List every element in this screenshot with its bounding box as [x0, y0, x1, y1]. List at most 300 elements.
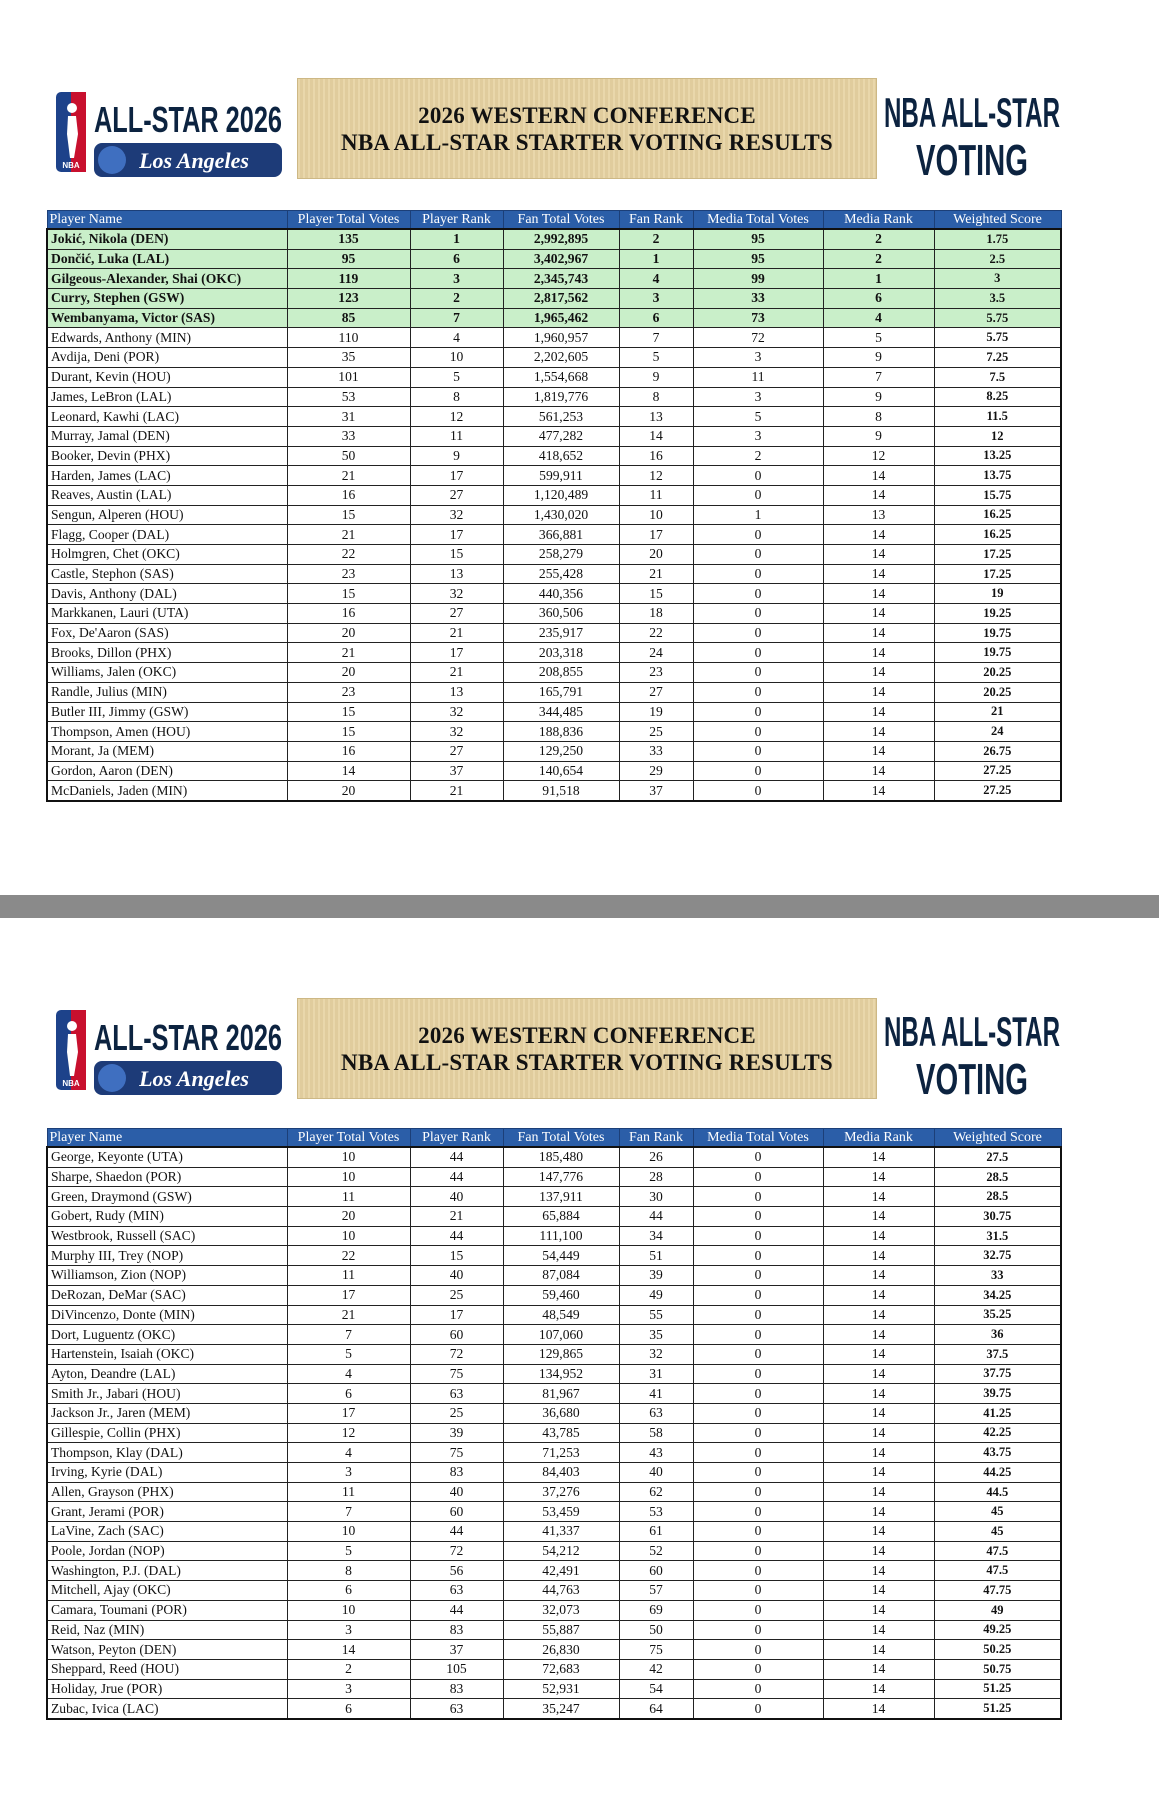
cell-weighted-score: 11.5 — [934, 407, 1061, 427]
cell-weighted-score: 16.25 — [934, 525, 1061, 545]
cell-media-rank: 14 — [823, 1226, 934, 1246]
cell-fan-total-votes: 44,763 — [503, 1581, 619, 1601]
cell-fan-rank: 52 — [619, 1541, 693, 1561]
cell-player-name: Allen, Grayson (PHX) — [47, 1482, 287, 1502]
cell-media-total-votes: 0 — [693, 1443, 823, 1463]
cell-fan-total-votes: 255,428 — [503, 564, 619, 584]
cell-fan-total-votes: 52,931 — [503, 1679, 619, 1699]
table-row — [47, 741, 1061, 761]
cell-fan-rank: 42 — [619, 1659, 693, 1679]
cell-player-rank: 4 — [410, 328, 503, 348]
cell-fan-rank: 69 — [619, 1600, 693, 1620]
cell-media-total-votes: 0 — [693, 1167, 823, 1187]
table-row — [47, 761, 1061, 781]
banner-line-2: NBA ALL-STAR STARTER VOTING RESULTS — [341, 129, 833, 155]
table-row — [47, 1600, 1061, 1620]
svg-text:Los Angeles: Los Angeles — [139, 148, 249, 173]
cell-player-total-votes: 15 — [287, 584, 410, 604]
all-star-2026-logo — [54, 1006, 284, 1104]
table-row — [47, 722, 1061, 742]
cell-player-name: Gobert, Rudy (MIN) — [47, 1207, 287, 1227]
cell-fan-total-votes: 165,791 — [503, 682, 619, 702]
cell-media-rank: 14 — [823, 1305, 934, 1325]
cell-player-rank: 60 — [410, 1325, 503, 1345]
cell-weighted-score: 12 — [934, 426, 1061, 446]
cell-fan-rank: 54 — [619, 1679, 693, 1699]
cell-fan-rank: 41 — [619, 1384, 693, 1404]
cell-media-rank: 14 — [823, 604, 934, 624]
cell-weighted-score: 49 — [934, 1600, 1061, 1620]
cell-fan-total-votes: 26,830 — [503, 1640, 619, 1660]
cell-player-name: Dort, Luguentz (OKC) — [47, 1325, 287, 1345]
cell-media-rank: 2 — [823, 229, 934, 249]
cell-player-name: Holmgren, Chet (OKC) — [47, 545, 287, 565]
cell-media-rank: 6 — [823, 289, 934, 309]
table-row — [47, 289, 1061, 309]
cell-fan-total-votes: 1,430,020 — [503, 505, 619, 525]
cell-media-rank: 8 — [823, 407, 934, 427]
svg-text:NBA: NBA — [62, 161, 80, 170]
cell-player-rank: 5 — [410, 367, 503, 387]
table-row — [47, 1344, 1061, 1364]
cell-player-name: Murray, Jamal (DEN) — [47, 426, 287, 446]
cell-player-rank: 17 — [410, 466, 503, 486]
cell-fan-rank: 55 — [619, 1305, 693, 1325]
cell-weighted-score: 13.25 — [934, 446, 1061, 466]
cell-fan-total-votes: 54,212 — [503, 1541, 619, 1561]
svg-text:VOTING: VOTING — [916, 136, 1028, 185]
cell-player-name: Jackson Jr., Jaren (MEM) — [47, 1403, 287, 1423]
cell-fan-total-votes: 1,819,776 — [503, 387, 619, 407]
cell-player-rank: 83 — [410, 1620, 503, 1640]
table-row — [47, 348, 1061, 368]
cell-fan-total-votes: 235,917 — [503, 623, 619, 643]
cell-fan-total-votes: 147,776 — [503, 1167, 619, 1187]
cell-player-name: Gilgeous-Alexander, Shai (OKC) — [47, 269, 287, 289]
table-row — [47, 1679, 1061, 1699]
cell-fan-total-votes: 3,402,967 — [503, 249, 619, 269]
cell-media-rank: 14 — [823, 1325, 934, 1345]
table-header-row — [47, 211, 1061, 230]
cell-player-total-votes: 14 — [287, 1640, 410, 1660]
cell-player-rank: 21 — [410, 781, 503, 801]
cell-weighted-score: 39.75 — [934, 1384, 1061, 1404]
cell-fan-total-votes: 65,884 — [503, 1207, 619, 1227]
cell-fan-total-votes: 81,967 — [503, 1384, 619, 1404]
cell-fan-total-votes: 1,120,489 — [503, 485, 619, 505]
cell-player-total-votes: 12 — [287, 1423, 410, 1443]
cell-fan-total-votes: 55,887 — [503, 1620, 619, 1640]
cell-weighted-score: 5.75 — [934, 308, 1061, 328]
cell-player-name: Jokić, Nikola (DEN) — [47, 229, 287, 249]
cell-media-rank: 14 — [823, 663, 934, 683]
cell-fan-rank: 15 — [619, 584, 693, 604]
cell-weighted-score: 28.5 — [934, 1187, 1061, 1207]
cell-fan-total-votes: 111,100 — [503, 1226, 619, 1246]
cell-weighted-score: 21 — [934, 702, 1061, 722]
cell-media-rank: 14 — [823, 545, 934, 565]
cell-media-total-votes: 0 — [693, 604, 823, 624]
cell-player-total-votes: 22 — [287, 1246, 410, 1266]
cell-player-name: Brooks, Dillon (PHX) — [47, 643, 287, 663]
cell-weighted-score: 3.5 — [934, 289, 1061, 309]
cell-media-rank: 14 — [823, 1344, 934, 1364]
col-media-total-votes: Media Total Votes — [693, 211, 823, 230]
cell-weighted-score: 19.25 — [934, 604, 1061, 624]
cell-player-total-votes: 33 — [287, 426, 410, 446]
cell-player-name: DeRozan, DeMar (SAC) — [47, 1285, 287, 1305]
cell-weighted-score: 26.75 — [934, 741, 1061, 761]
cell-weighted-score: 37.75 — [934, 1364, 1061, 1384]
cell-player-total-votes: 21 — [287, 466, 410, 486]
cell-weighted-score: 35.25 — [934, 1305, 1061, 1325]
cell-player-rank: 12 — [410, 407, 503, 427]
cell-fan-total-votes: 32,073 — [503, 1600, 619, 1620]
voting-results-table-1 — [46, 210, 1062, 802]
cell-weighted-score: 37.5 — [934, 1344, 1061, 1364]
cell-fan-total-votes: 91,518 — [503, 781, 619, 801]
cell-player-rank: 21 — [410, 663, 503, 683]
svg-text:VOTING: VOTING — [916, 1055, 1028, 1104]
cell-player-name: Grant, Jerami (POR) — [47, 1502, 287, 1522]
cell-media-total-votes: 3 — [693, 348, 823, 368]
cell-fan-total-votes: 1,554,668 — [503, 367, 619, 387]
cell-media-rank: 14 — [823, 761, 934, 781]
cell-fan-total-votes: 43,785 — [503, 1423, 619, 1443]
cell-fan-rank: 64 — [619, 1699, 693, 1719]
col-weighted-score: Weighted Score — [934, 211, 1061, 230]
cell-media-total-votes: 99 — [693, 269, 823, 289]
cell-player-rank: 44 — [410, 1226, 503, 1246]
cell-player-total-votes: 10 — [287, 1167, 410, 1187]
table-row — [47, 505, 1061, 525]
cell-player-total-votes: 135 — [287, 229, 410, 249]
cell-fan-rank: 31 — [619, 1364, 693, 1384]
cell-player-name: Davis, Anthony (DAL) — [47, 584, 287, 604]
cell-fan-rank: 75 — [619, 1640, 693, 1660]
cell-fan-total-votes: 35,247 — [503, 1699, 619, 1719]
cell-fan-rank: 35 — [619, 1325, 693, 1345]
cell-media-rank: 12 — [823, 446, 934, 466]
cell-weighted-score: 7.25 — [934, 348, 1061, 368]
table-row — [47, 702, 1061, 722]
cell-fan-total-votes: 2,817,562 — [503, 289, 619, 309]
cell-fan-total-votes: 208,855 — [503, 663, 619, 683]
cell-player-rank: 17 — [410, 525, 503, 545]
cell-fan-rank: 11 — [619, 485, 693, 505]
cell-media-rank: 14 — [823, 1699, 934, 1719]
cell-media-rank: 14 — [823, 584, 934, 604]
cell-media-rank: 2 — [823, 249, 934, 269]
cell-player-name: Wembanyama, Victor (SAS) — [47, 308, 287, 328]
cell-player-rank: 72 — [410, 1541, 503, 1561]
cell-fan-rank: 63 — [619, 1403, 693, 1423]
cell-weighted-score: 19.75 — [934, 643, 1061, 663]
cell-fan-total-votes: 84,403 — [503, 1463, 619, 1483]
cell-fan-rank: 53 — [619, 1502, 693, 1522]
col-player-name: Player Name — [47, 1129, 287, 1148]
cell-media-rank: 14 — [823, 1679, 934, 1699]
table-row — [47, 545, 1061, 565]
page-divider — [0, 895, 1159, 918]
cell-weighted-score: 2.5 — [934, 249, 1061, 269]
cell-fan-total-votes: 1,965,462 — [503, 308, 619, 328]
cell-fan-total-votes: 2,992,895 — [503, 229, 619, 249]
cell-fan-rank: 16 — [619, 446, 693, 466]
cell-media-rank: 13 — [823, 505, 934, 525]
cell-fan-total-votes: 561,253 — [503, 407, 619, 427]
table-row — [47, 1285, 1061, 1305]
cell-media-total-votes: 0 — [693, 761, 823, 781]
voting-results-table-2 — [46, 1128, 1062, 1720]
cell-fan-total-votes: 36,680 — [503, 1403, 619, 1423]
cell-player-name: Washington, P.J. (DAL) — [47, 1561, 287, 1581]
cell-fan-total-votes: 41,337 — [503, 1522, 619, 1542]
cell-media-total-votes: 0 — [693, 1620, 823, 1640]
cell-player-rank: 25 — [410, 1403, 503, 1423]
cell-weighted-score: 19 — [934, 584, 1061, 604]
cell-media-rank: 14 — [823, 1502, 934, 1522]
col-player-total-votes: Player Total Votes — [287, 1129, 410, 1148]
cell-weighted-score: 41.25 — [934, 1403, 1061, 1423]
cell-fan-total-votes: 53,459 — [503, 1502, 619, 1522]
cell-media-rank: 14 — [823, 682, 934, 702]
cell-player-name: Sharpe, Shaedon (POR) — [47, 1167, 287, 1187]
cell-player-total-votes: 14 — [287, 761, 410, 781]
cell-media-rank: 9 — [823, 426, 934, 446]
cell-fan-total-votes: 42,491 — [503, 1561, 619, 1581]
cell-fan-rank: 29 — [619, 761, 693, 781]
cell-fan-rank: 33 — [619, 741, 693, 761]
cell-player-rank: 44 — [410, 1600, 503, 1620]
cell-media-total-votes: 0 — [693, 1423, 823, 1443]
cell-fan-total-votes: 418,652 — [503, 446, 619, 466]
cell-weighted-score: 47.5 — [934, 1561, 1061, 1581]
cell-weighted-score: 50.25 — [934, 1640, 1061, 1660]
cell-player-rank: 1 — [410, 229, 503, 249]
cell-player-name: James, LeBron (LAL) — [47, 387, 287, 407]
cell-player-rank: 44 — [410, 1522, 503, 1542]
cell-media-total-votes: 0 — [693, 643, 823, 663]
svg-text:NBA ALL-STAR: NBA ALL-STAR — [884, 89, 1060, 136]
cell-fan-total-votes: 48,549 — [503, 1305, 619, 1325]
cell-media-total-votes: 0 — [693, 584, 823, 604]
table-row — [47, 367, 1061, 387]
cell-player-name: Sheppard, Reed (HOU) — [47, 1659, 287, 1679]
cell-player-name: Ayton, Deandre (LAL) — [47, 1364, 287, 1384]
cell-player-rank: 60 — [410, 1502, 503, 1522]
cell-player-rank: 7 — [410, 308, 503, 328]
table-row — [47, 328, 1061, 348]
banner-line-1: 2026 WESTERN CONFERENCE — [418, 102, 756, 128]
cell-player-rank: 63 — [410, 1699, 503, 1719]
cell-fan-total-votes: 366,881 — [503, 525, 619, 545]
title-banner — [297, 998, 877, 1099]
cell-weighted-score: 45 — [934, 1502, 1061, 1522]
cell-player-rank: 15 — [410, 1246, 503, 1266]
cell-fan-rank: 27 — [619, 682, 693, 702]
table-row — [47, 249, 1061, 269]
cell-media-rank: 14 — [823, 1266, 934, 1286]
cell-player-rank: 15 — [410, 545, 503, 565]
cell-weighted-score: 47.5 — [934, 1541, 1061, 1561]
cell-player-total-votes: 10 — [287, 1147, 410, 1167]
cell-player-total-votes: 11 — [287, 1266, 410, 1286]
cell-player-total-votes: 85 — [287, 308, 410, 328]
cell-player-name: Zubac, Ivica (LAC) — [47, 1699, 287, 1719]
cell-player-name: Gordon, Aaron (DEN) — [47, 761, 287, 781]
cell-media-rank: 14 — [823, 466, 934, 486]
cell-player-total-votes: 101 — [287, 367, 410, 387]
cell-fan-rank: 51 — [619, 1246, 693, 1266]
cell-weighted-score: 20.25 — [934, 682, 1061, 702]
svg-text:ALL-STAR 2026: ALL-STAR 2026 — [94, 1017, 282, 1058]
cell-fan-rank: 62 — [619, 1482, 693, 1502]
cell-media-total-votes: 0 — [693, 1207, 823, 1227]
cell-media-total-votes: 3 — [693, 387, 823, 407]
cell-media-rank: 14 — [823, 623, 934, 643]
cell-player-rank: 105 — [410, 1659, 503, 1679]
cell-media-total-votes: 0 — [693, 1325, 823, 1345]
table-row — [47, 1463, 1061, 1483]
cell-fan-total-votes: 59,460 — [503, 1285, 619, 1305]
cell-player-name: Williams, Jalen (OKC) — [47, 663, 287, 683]
cell-player-name: Thompson, Amen (HOU) — [47, 722, 287, 742]
cell-media-rank: 14 — [823, 1384, 934, 1404]
cell-player-total-votes: 11 — [287, 1187, 410, 1207]
cell-weighted-score: 47.75 — [934, 1581, 1061, 1601]
cell-media-rank: 14 — [823, 1285, 934, 1305]
cell-weighted-score: 24 — [934, 722, 1061, 742]
cell-media-rank: 14 — [823, 1541, 934, 1561]
cell-player-total-votes: 15 — [287, 505, 410, 525]
cell-fan-rank: 5 — [619, 348, 693, 368]
cell-weighted-score: 7.5 — [934, 367, 1061, 387]
table-row — [47, 1640, 1061, 1660]
cell-media-rank: 14 — [823, 643, 934, 663]
table-row — [47, 407, 1061, 427]
cell-media-total-votes: 0 — [693, 1581, 823, 1601]
cell-player-name: Smith Jr., Jabari (HOU) — [47, 1384, 287, 1404]
cell-media-rank: 14 — [823, 1246, 934, 1266]
cell-player-total-votes: 95 — [287, 249, 410, 269]
cell-weighted-score: 32.75 — [934, 1246, 1061, 1266]
table-row — [47, 1620, 1061, 1640]
cell-weighted-score: 3 — [934, 269, 1061, 289]
cell-media-rank: 14 — [823, 702, 934, 722]
cell-player-rank: 13 — [410, 564, 503, 584]
cell-player-rank: 40 — [410, 1482, 503, 1502]
cell-player-total-votes: 21 — [287, 525, 410, 545]
cell-fan-rank: 8 — [619, 387, 693, 407]
cell-fan-rank: 40 — [619, 1463, 693, 1483]
cell-fan-rank: 13 — [619, 407, 693, 427]
cell-player-rank: 9 — [410, 446, 503, 466]
cell-player-name: Holiday, Jrue (POR) — [47, 1679, 287, 1699]
cell-player-name: Flagg, Cooper (DAL) — [47, 525, 287, 545]
table-row — [47, 1364, 1061, 1384]
cell-player-total-votes: 15 — [287, 702, 410, 722]
table-row — [47, 1305, 1061, 1325]
cell-player-name: Morant, Ja (MEM) — [47, 741, 287, 761]
cell-fan-total-votes: 87,084 — [503, 1266, 619, 1286]
col-media-rank: Media Rank — [823, 1129, 934, 1148]
cell-media-total-votes: 33 — [693, 289, 823, 309]
cell-weighted-score: 50.75 — [934, 1659, 1061, 1679]
cell-player-rank: 83 — [410, 1463, 503, 1483]
cell-player-name: Williamson, Zion (NOP) — [47, 1266, 287, 1286]
cell-player-name: Poole, Jordan (NOP) — [47, 1541, 287, 1561]
cell-player-total-votes: 3 — [287, 1679, 410, 1699]
svg-text:NBA ALL-STAR: NBA ALL-STAR — [884, 1008, 1060, 1055]
cell-media-total-votes: 0 — [693, 466, 823, 486]
cell-player-name: Reaves, Austin (LAL) — [47, 485, 287, 505]
cell-media-rank: 14 — [823, 1187, 934, 1207]
cell-weighted-score: 51.25 — [934, 1699, 1061, 1719]
cell-player-rank: 32 — [410, 722, 503, 742]
cell-fan-total-votes: 477,282 — [503, 426, 619, 446]
cell-fan-total-votes: 72,683 — [503, 1659, 619, 1679]
cell-player-rank: 44 — [410, 1167, 503, 1187]
cell-weighted-score: 17.25 — [934, 545, 1061, 565]
col-media-total-votes: Media Total Votes — [693, 1129, 823, 1148]
table-row — [47, 1699, 1061, 1719]
cell-media-total-votes: 0 — [693, 1640, 823, 1660]
cell-player-rank: 17 — [410, 643, 503, 663]
col-player-rank: Player Rank — [410, 211, 503, 230]
cell-fan-total-votes: 2,202,605 — [503, 348, 619, 368]
cell-fan-rank: 3 — [619, 289, 693, 309]
cell-weighted-score: 45 — [934, 1522, 1061, 1542]
cell-media-total-votes: 0 — [693, 1679, 823, 1699]
cell-player-total-votes: 7 — [287, 1502, 410, 1522]
svg-text:ALL-STAR 2026: ALL-STAR 2026 — [94, 99, 282, 140]
cell-media-rank: 14 — [823, 1482, 934, 1502]
cell-player-name: George, Keyonte (UTA) — [47, 1147, 287, 1167]
cell-weighted-score: 16.25 — [934, 505, 1061, 525]
cell-weighted-score: 44.5 — [934, 1482, 1061, 1502]
col-fan-total-votes: Fan Total Votes — [503, 211, 619, 230]
all-star-2026-logo — [54, 88, 284, 186]
cell-media-rank: 9 — [823, 348, 934, 368]
cell-media-total-votes: 0 — [693, 1502, 823, 1522]
cell-fan-total-votes: 185,480 — [503, 1147, 619, 1167]
cell-weighted-score: 27.5 — [934, 1147, 1061, 1167]
table-row — [47, 1384, 1061, 1404]
cell-media-total-votes: 95 — [693, 229, 823, 249]
table-row — [47, 1443, 1061, 1463]
cell-weighted-score: 43.75 — [934, 1443, 1061, 1463]
cell-fan-rank: 19 — [619, 702, 693, 722]
table-row — [47, 1167, 1061, 1187]
cell-media-rank: 14 — [823, 1147, 934, 1167]
cell-weighted-score: 49.25 — [934, 1620, 1061, 1640]
cell-fan-rank: 20 — [619, 545, 693, 565]
cell-fan-rank: 14 — [619, 426, 693, 446]
cell-media-total-votes: 0 — [693, 545, 823, 565]
cell-player-total-votes: 6 — [287, 1384, 410, 1404]
cell-player-total-votes: 23 — [287, 564, 410, 584]
cell-weighted-score: 27.25 — [934, 781, 1061, 801]
table-row — [47, 623, 1061, 643]
cell-player-total-votes: 17 — [287, 1403, 410, 1423]
cell-player-name: Watson, Peyton (DEN) — [47, 1640, 287, 1660]
cell-fan-total-votes: 134,952 — [503, 1364, 619, 1384]
cell-weighted-score: 30.75 — [934, 1207, 1061, 1227]
cell-media-total-votes: 0 — [693, 1482, 823, 1502]
cell-media-total-votes: 0 — [693, 1561, 823, 1581]
svg-text:Los Angeles: Los Angeles — [139, 1066, 249, 1091]
